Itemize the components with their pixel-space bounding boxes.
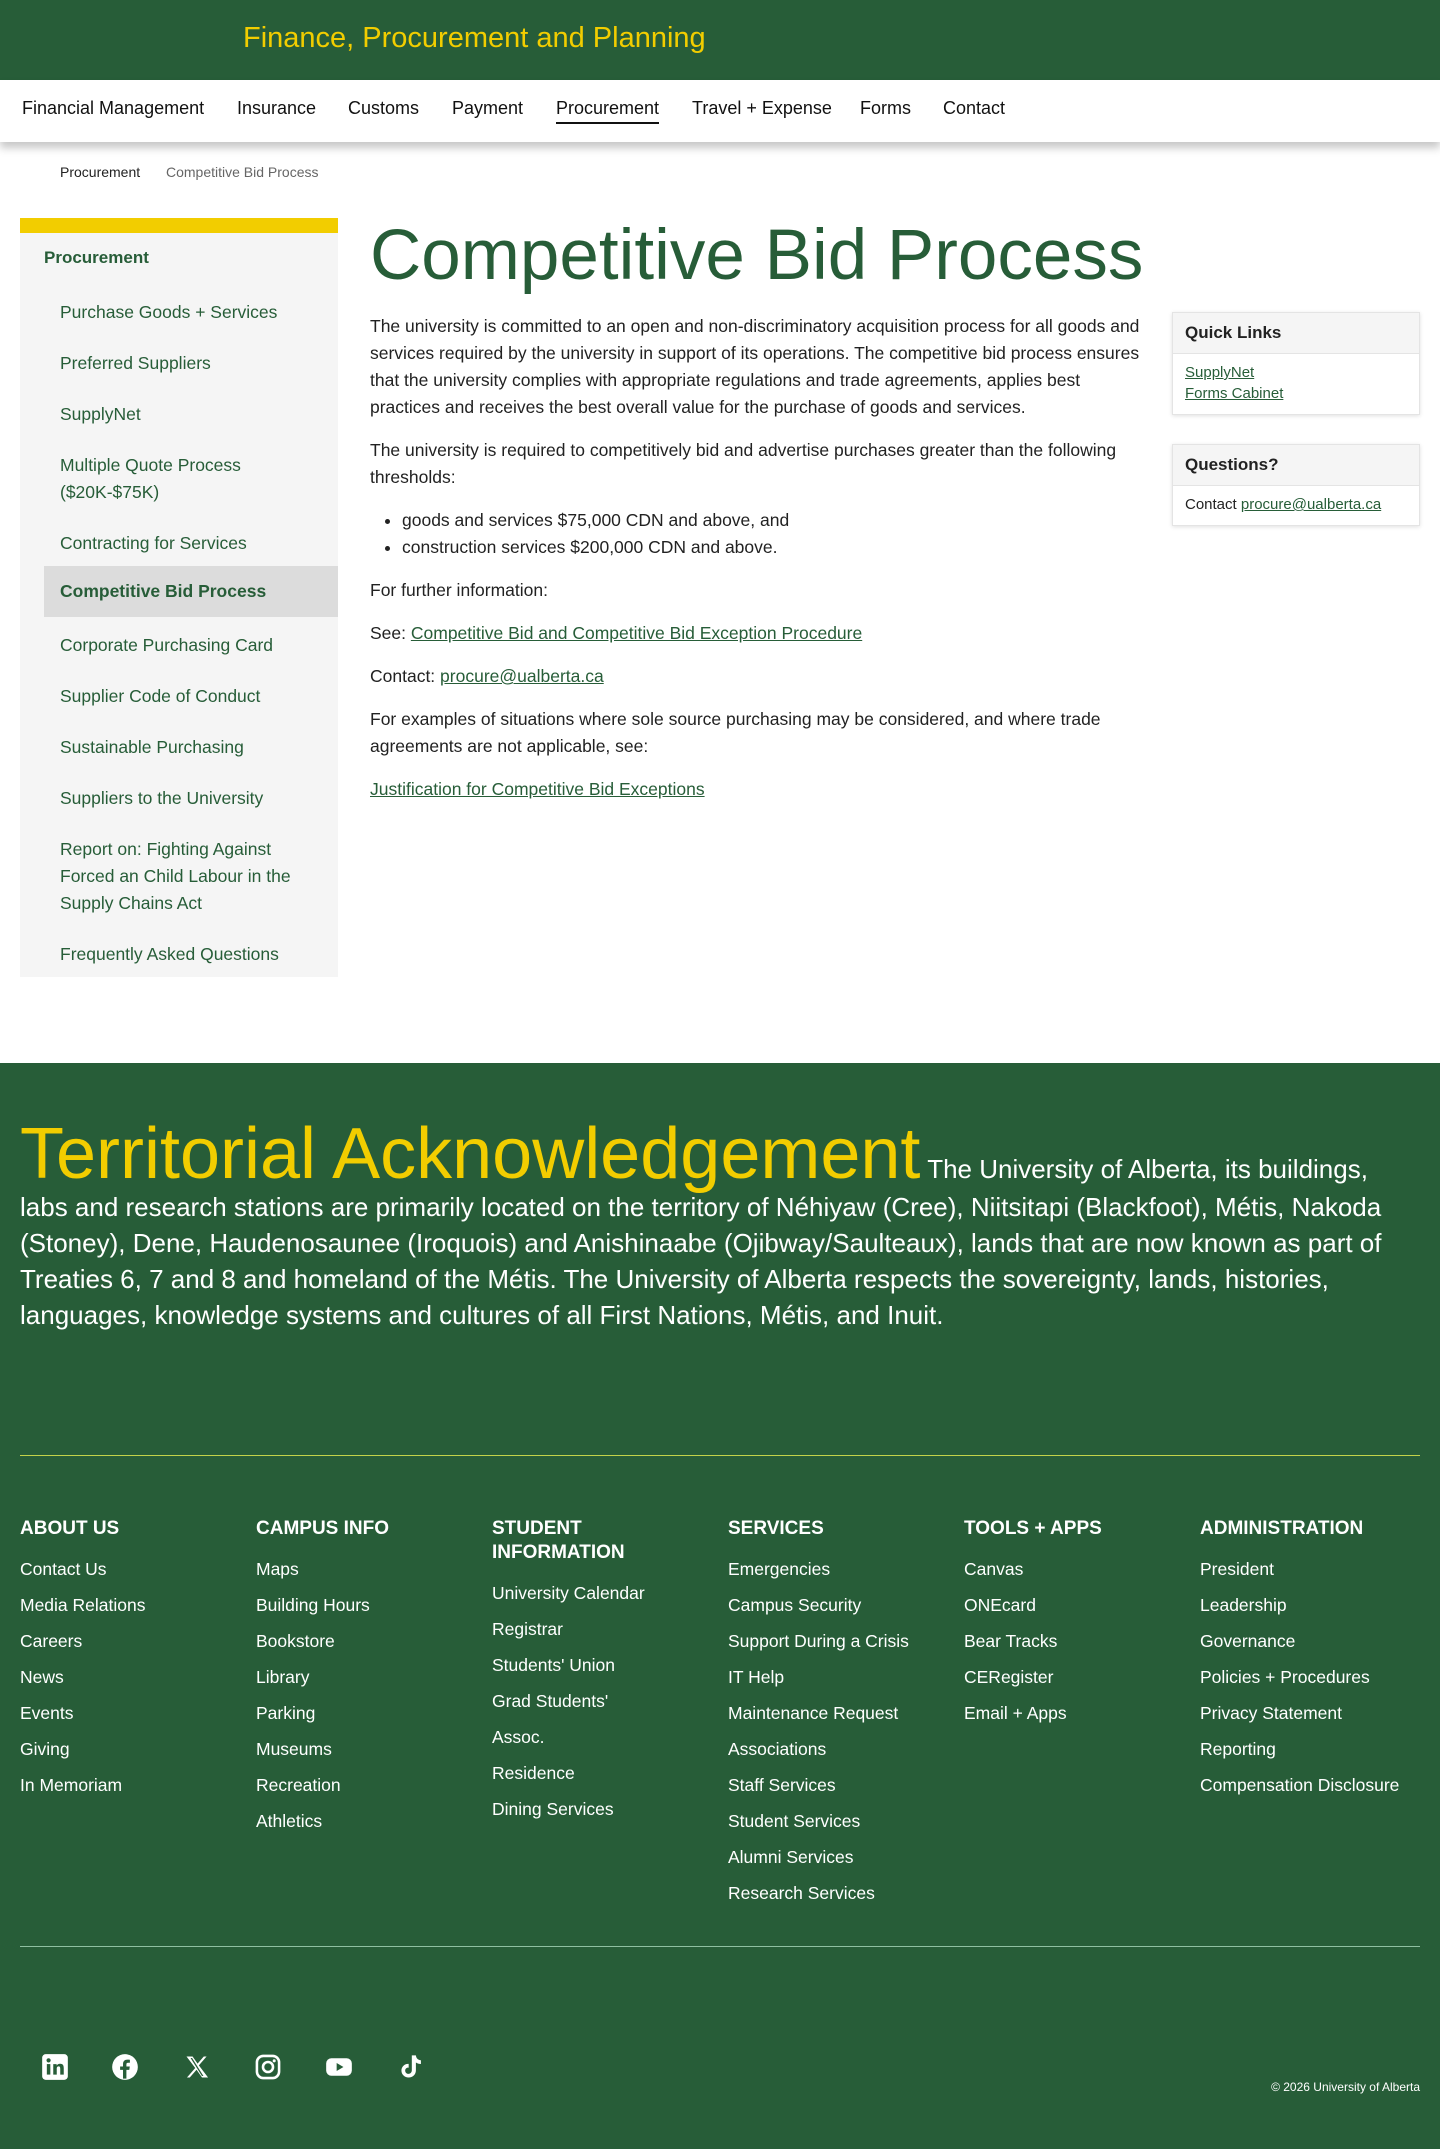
linkedin-icon[interactable] (41, 2053, 69, 2081)
footer-link[interactable]: Alumni Services (728, 1847, 854, 1867)
youtube-icon[interactable] (325, 2053, 353, 2081)
footer-link[interactable]: Residence (492, 1763, 575, 1783)
nav-forms[interactable]: Forms (860, 98, 911, 118)
footer-link[interactable]: Governance (1200, 1631, 1296, 1651)
footer-link[interactable]: Contact Us (20, 1559, 107, 1579)
footer-link[interactable]: Staff Services (728, 1775, 836, 1795)
footer-link[interactable]: Registrar (492, 1619, 563, 1639)
x-icon[interactable] (183, 2053, 211, 2081)
sidebar-item[interactable]: Supplier Code of Conduct (60, 686, 261, 706)
footer-col-heading: STUDENT INFORMATION (492, 1518, 625, 1563)
footer-link[interactable]: Bookstore (256, 1631, 335, 1651)
footer-link[interactable]: Grad Students' Assoc. (492, 1691, 609, 1747)
footer-link[interactable]: CERegister (964, 1667, 1054, 1687)
quick-links-heading: Quick Links (1173, 313, 1419, 354)
nav-procurement[interactable]: Procurement (556, 98, 659, 124)
nav-contact[interactable]: Contact (943, 98, 1006, 118)
quick-link-supplynet[interactable]: SupplyNet (1185, 364, 1255, 381)
footer-col-heading: CAMPUS INFO (256, 1518, 389, 1539)
footer-link[interactable]: Policies + Procedures (1200, 1667, 1370, 1687)
examples-paragraph: For examples of situations where sole source purchasing may be considered, and where trade agreements are not applicable, see: (370, 709, 1101, 756)
quick-links-body (1173, 354, 1419, 414)
sidebar-item[interactable]: Corporate Purchasing Card (60, 635, 274, 655)
sidebar-heading[interactable]: Procurement (44, 248, 149, 267)
sidebar-item[interactable]: Sustainable Purchasing (60, 737, 244, 757)
footer-link[interactable]: Student Services (728, 1811, 861, 1831)
sidebar-item[interactable]: Preferred Suppliers (60, 353, 211, 373)
footer-link[interactable]: Students' Union (492, 1655, 616, 1675)
site-footer (0, 1063, 1440, 2149)
quick-links-card (1172, 312, 1420, 415)
copyright: © 2026 University of Alberta (1271, 2080, 1420, 2094)
footer-link[interactable]: ONEcard (964, 1595, 1036, 1615)
tiktok-icon[interactable] (397, 2053, 425, 2081)
further-info: For further information: (370, 580, 548, 600)
sidebar-item[interactable]: Suppliers to the University (60, 788, 264, 808)
contact-label: Contact: (370, 666, 441, 686)
footer-divider (20, 1455, 1420, 1456)
thresholds-list (402, 507, 1145, 561)
nav-financial-management[interactable]: Financial Management (22, 98, 205, 118)
footer-link[interactable]: President (1200, 1559, 1274, 1579)
footer-link[interactable]: Compensation Disclosure (1200, 1775, 1400, 1795)
footer-link[interactable]: Building Hours (256, 1595, 370, 1615)
site-header (0, 0, 1440, 80)
footer-col-heading: ADMINISTRATION (1200, 1518, 1364, 1539)
footer-link[interactable]: Leadership (1200, 1595, 1287, 1615)
procedure-link[interactable]: Competitive Bid and Competitive Bid Exception Procedure (410, 623, 863, 643)
sidebar-item[interactable]: SupplyNet (60, 404, 141, 424)
sidebar-item-active[interactable]: Competitive Bid Process (44, 566, 338, 617)
nav-insurance[interactable]: Insurance (237, 98, 317, 118)
nav-payment[interactable]: Payment (452, 98, 524, 118)
footer-link[interactable]: Media Relations (20, 1595, 146, 1615)
footer-link[interactable]: IT Help (728, 1667, 785, 1687)
footer-link[interactable]: Campus Security (728, 1595, 862, 1615)
footer-col-heading: TOOLS + APPS (964, 1518, 1102, 1539)
instagram-icon[interactable] (254, 2053, 282, 2081)
footer-link[interactable]: Maintenance Request (728, 1703, 899, 1723)
nav-customs[interactable]: Customs (348, 98, 420, 118)
footer-link[interactable]: Library (256, 1667, 310, 1687)
nav-travel-expense[interactable]: Travel + Expense (692, 98, 832, 118)
footer-col-tools (964, 1517, 1184, 1731)
footer-link[interactable]: Research Services (728, 1883, 875, 1903)
footer-link[interactable]: Museums (256, 1739, 332, 1759)
territorial-acknowledgement (20, 1114, 1420, 1333)
footer-col-heading: SERVICES (728, 1518, 824, 1539)
footer-link[interactable]: Dining Services (492, 1799, 614, 1819)
justification-line (370, 776, 1145, 803)
questions-card (1172, 444, 1420, 526)
questions-email-link[interactable]: procure@ualberta.ca (1240, 496, 1382, 513)
see-label: See: (370, 623, 411, 643)
see-line (370, 620, 1145, 647)
sidebar-item[interactable]: Multiple Quote Process ($20K-$75K) (60, 455, 241, 502)
contact-line (370, 663, 1145, 690)
breadcrumb-procurement[interactable]: Procurement (60, 164, 141, 180)
sidebar-item[interactable]: Purchase Goods + Services (60, 302, 278, 322)
footer-link[interactable]: Giving (20, 1739, 70, 1759)
sidebar-nav (20, 218, 338, 977)
footer-col-services (728, 1517, 948, 1911)
breadcrumb-current: Competitive Bid Process (166, 164, 319, 180)
threshold-item: • goods and services $75,000 CDN and above, and (402, 507, 1145, 534)
footer-link[interactable]: Recreation (256, 1775, 341, 1795)
sidebar-item[interactable]: Frequently Asked Questions (60, 944, 279, 964)
footer-link[interactable]: Support During a Crisis (728, 1631, 909, 1651)
ack-text: The University of Alberta, its buildings, labs and research stations are primarily located on the territory of Néhiyaw (Cree), Niitsitapi (Blackfoot), Métis, Nakoda (Stoney), Dene, Haudenosaunee (Iroquois) and Anishinaabe (Ojibway/Saulteaux), lands that are now known as part of Treaties 6, 7 and 8 and homeland of the Métis. The University of Alberta respects the sovereignty, lands, histories, languages, knowledge systems and cultures of all First Nations, Métis, and Inuit. (20, 1154, 1382, 1330)
main-nav (0, 80, 1440, 142)
footer-link[interactable]: Canvas (964, 1559, 1024, 1579)
intro-paragraph: The university is committed to an open and non-discriminatory acquisition process for all goods and services required by the university in support of its operations. The competitive bid process ensures that the university complies with appropriate regulations and trade agreements, applies best practices and receives the best overall value for the purchase of goods and services. (370, 316, 1140, 417)
ack-title: Territorial Acknowledgement (20, 1114, 921, 1194)
questions-body (1173, 486, 1419, 525)
quick-link-forms-cabinet[interactable]: Forms Cabinet (1185, 385, 1284, 402)
footer-col-heading: ABOUT US (20, 1518, 120, 1539)
footer-link[interactable]: Emergencies (728, 1559, 831, 1579)
footer-col-about (20, 1517, 240, 1803)
footer-link[interactable]: News (20, 1667, 64, 1687)
footer-link[interactable]: Careers (20, 1631, 83, 1651)
main-content (370, 313, 1145, 819)
questions-contact-label: Contact (1185, 496, 1241, 513)
sidebar-item[interactable]: Contracting for Services (60, 533, 247, 553)
footer-link[interactable]: Associations (728, 1739, 827, 1759)
threshold-item: • construction services $200,000 CDN and above. (402, 534, 1145, 561)
footer-link[interactable]: University Calendar (492, 1583, 645, 1603)
footer-link[interactable]: Bear Tracks (964, 1631, 1058, 1651)
questions-heading: Questions? (1173, 445, 1419, 486)
site-title[interactable]: Finance, Procurement and Planning (243, 22, 706, 54)
contact-email-link[interactable]: procure@ualberta.ca (440, 666, 604, 686)
thresholds-intro: The university is required to competitively bid and advertise purchases greater than the following thresholds: (370, 440, 1117, 487)
footer-link[interactable]: Parking (256, 1703, 316, 1723)
justification-link[interactable]: Justification for Competitive Bid Exceptions (370, 779, 705, 799)
page-title: Competitive Bid Process (370, 216, 1144, 295)
footer-link[interactable]: In Memoriam (20, 1775, 123, 1795)
footer-link[interactable]: Privacy Statement (1200, 1703, 1342, 1723)
footer-link[interactable]: Athletics (256, 1811, 323, 1831)
footer-link[interactable]: Maps (256, 1559, 299, 1579)
footer-link[interactable]: Email + Apps (964, 1703, 1067, 1723)
footer-bottom-divider (20, 1946, 1420, 1947)
sidebar-item[interactable]: Report on: Fighting Against Forced an Child Labour in the Supply Chains Act (60, 839, 291, 913)
footer-col-student (492, 1517, 662, 1827)
footer-col-campus (256, 1517, 476, 1839)
footer-col-administration (1200, 1517, 1420, 1803)
footer-link[interactable]: Events (20, 1703, 74, 1723)
facebook-icon[interactable] (111, 2053, 139, 2081)
footer-link[interactable]: Reporting (1200, 1739, 1276, 1759)
